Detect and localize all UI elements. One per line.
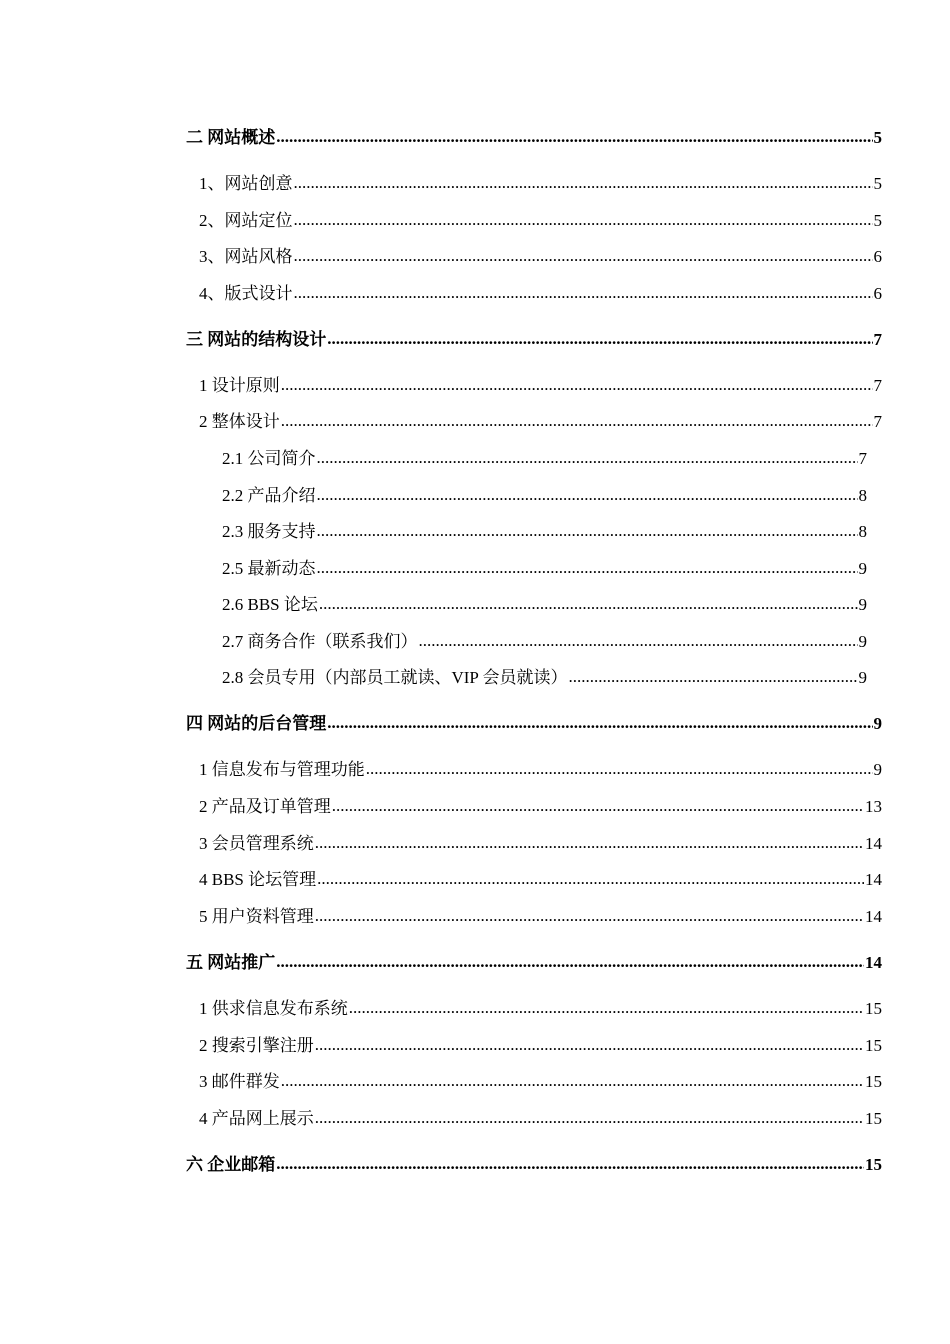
toc-entry[interactable] [199,282,882,306]
dot-leader [281,373,873,397]
toc-entry[interactable] [186,712,882,736]
toc-entry-label: 2.6 BBS 论坛 [222,595,318,614]
dot-leader [315,904,864,928]
toc-entry-page: 15 [865,999,882,1018]
dot-leader [317,867,864,891]
toc-entry-page: 7 [873,330,882,349]
toc-entry[interactable] [222,447,867,471]
toc-entry-label: 2.1 公司简介 [222,449,316,468]
toc-entry-page: 14 [865,953,882,972]
dot-leader [315,831,864,855]
toc-entry-label: 二 网站概述 [186,128,276,147]
toc-entry-page: 15 [865,1072,882,1091]
toc-entry-label: 3 会员管理系统 [199,834,314,853]
toc-entry[interactable] [199,1070,882,1094]
dot-leader [349,996,864,1020]
toc-entry-label: 2 整体设计 [199,412,280,431]
toc-entry-page: 5 [873,174,882,193]
toc-entry-page: 9 [858,559,867,578]
toc-entry[interactable] [186,951,882,975]
dot-leader [317,483,858,507]
toc-entry[interactable] [199,1107,882,1131]
toc-entry-label: 1 供求信息发布系统 [199,999,348,1018]
dot-leader [294,208,873,232]
dot-leader [419,629,858,653]
dot-leader [315,1106,864,1130]
toc-entry[interactable] [199,172,882,196]
toc-entry-label: 2 搜索引擎注册 [199,1036,314,1055]
toc-entry-label: 1、网站创意 [199,174,293,193]
toc-entry-page: 6 [873,284,882,303]
dot-leader [317,556,858,580]
dot-leader [276,125,872,149]
toc-entry[interactable] [199,868,882,892]
toc-entry[interactable] [199,209,882,233]
toc-entry-label: 5 用户资料管理 [199,907,314,926]
toc-entry-label: 1 信息发布与管理功能 [199,760,365,779]
dot-leader [294,281,873,305]
dot-leader [317,519,858,543]
toc-entry-page: 15 [865,1036,882,1055]
toc-entry-label: 2.5 最新动态 [222,559,316,578]
toc-entry-page: 9 [858,595,867,614]
toc-entry[interactable] [222,520,867,544]
toc-entry-label: 2.8 会员专用（内部员工就读、VIP 会员就读） [222,668,568,687]
dot-leader [569,665,858,689]
toc-entry-page: 5 [873,128,882,147]
toc-entry-label: 4 BBS 论坛管理 [199,870,317,889]
toc-entry-label: 2.3 服务支持 [222,522,316,541]
toc-entry-label: 2.2 产品介绍 [222,486,316,505]
toc-entry[interactable] [186,1153,882,1177]
toc-entry-page: 15 [865,1155,882,1174]
toc-entry[interactable] [222,630,867,654]
toc-entry[interactable] [222,666,867,690]
toc-entry[interactable] [199,374,882,398]
toc-entry-page: 14 [865,870,882,889]
toc-entry-label: 4 产品网上展示 [199,1109,314,1128]
toc-entry-page: 15 [865,1109,882,1128]
toc-entry[interactable] [199,832,882,856]
toc-entry-label: 四 网站的后台管理 [186,714,327,733]
toc-entry-label: 2 产品及订单管理 [199,797,331,816]
toc-entry-label: 1 设计原则 [199,376,280,395]
toc-entry[interactable] [199,245,882,269]
toc-entry[interactable] [199,758,882,782]
toc-entry[interactable] [222,557,867,581]
dot-leader [315,1033,864,1057]
toc-entry-page: 14 [865,834,882,853]
dot-leader [319,592,858,616]
dot-leader [327,711,872,735]
toc-entry-page: 7 [858,449,867,468]
toc-entry-label: 六 企业邮箱 [186,1155,276,1174]
toc-entry-page: 6 [873,247,882,266]
dot-leader [366,757,873,781]
toc-entry-page: 7 [873,412,882,431]
toc-entry[interactable] [199,1034,882,1058]
toc-entry-page: 8 [858,486,867,505]
toc-entry[interactable] [199,905,882,929]
dot-leader [281,409,873,433]
dot-leader [276,1152,864,1176]
toc-entry-page: 9 [873,760,882,779]
toc-entry-label: 3 邮件群发 [199,1072,280,1091]
toc-entry-label: 五 网站推广 [186,953,276,972]
toc-entry-page: 7 [873,376,882,395]
toc-entry-label: 2、网站定位 [199,211,293,230]
toc-entry-label: 3、网站风格 [199,247,293,266]
toc-entry[interactable] [186,126,882,150]
toc-entry[interactable] [199,795,882,819]
toc-entry-label: 2.7 商务合作（联系我们） [222,632,418,651]
dot-leader [332,794,864,818]
toc-entry[interactable] [199,410,882,434]
dot-leader [276,950,864,974]
toc-entry-label: 三 网站的结构设计 [186,330,327,349]
toc-entry-label: 4、版式设计 [199,284,293,303]
toc-entry[interactable] [186,328,882,352]
toc-entry-page: 9 [858,668,867,687]
dot-leader [281,1069,864,1093]
toc-entry[interactable] [199,997,882,1021]
toc-entry-page: 5 [873,211,882,230]
toc-entry-page: 9 [858,632,867,651]
toc-entry-page: 14 [865,907,882,926]
toc-entry-page: 8 [858,522,867,541]
toc-entry-page: 13 [865,797,882,816]
toc-entry[interactable] [222,484,867,508]
dot-leader [327,327,872,351]
toc-entry-page: 9 [873,714,882,733]
dot-leader [294,244,873,268]
dot-leader [294,171,873,195]
toc-entry[interactable] [222,593,867,617]
dot-leader [317,446,858,470]
